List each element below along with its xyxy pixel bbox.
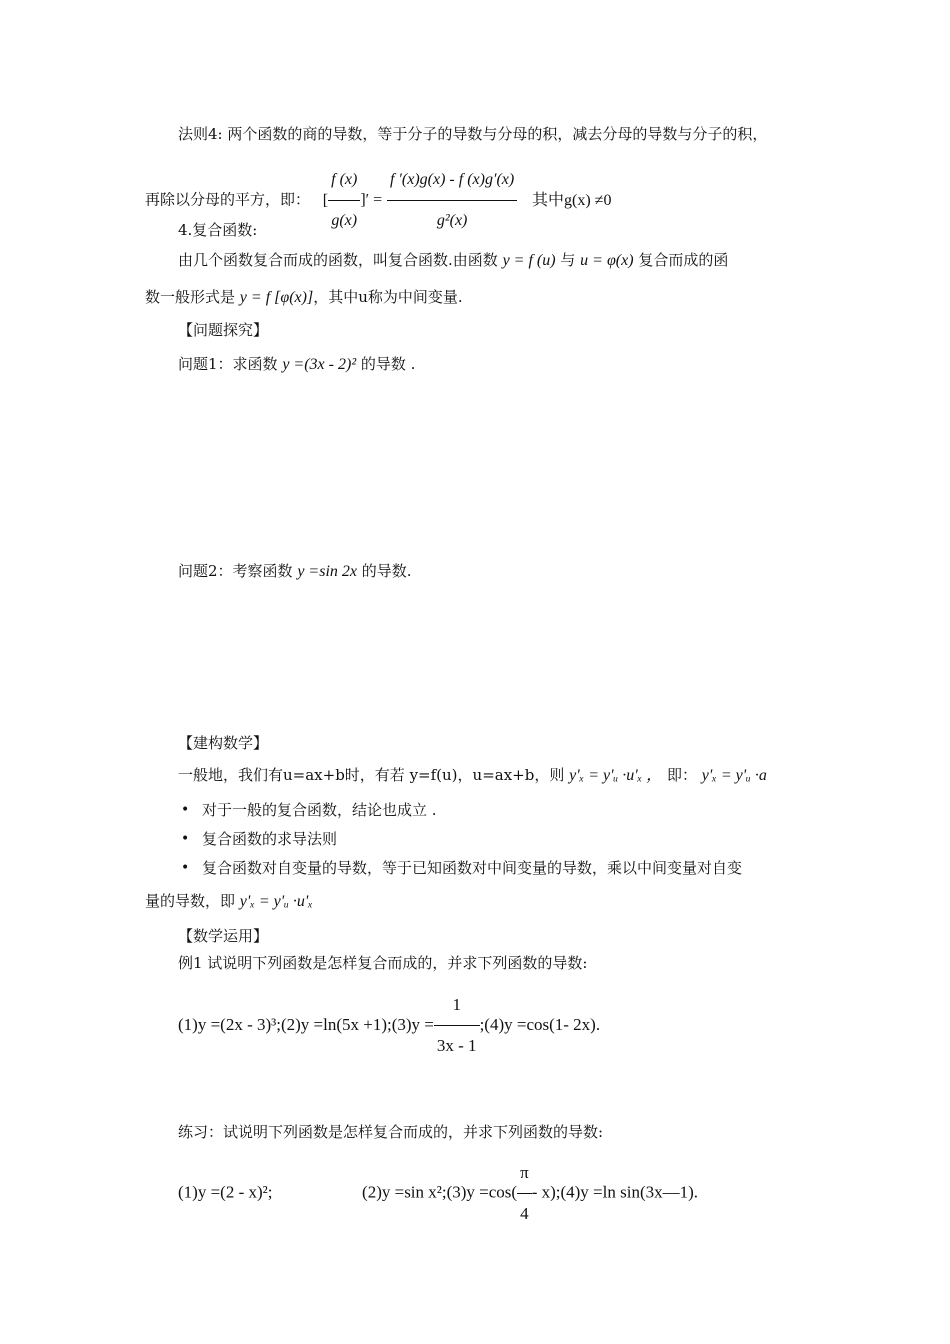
explore-heading: 【问题探究】 (178, 321, 269, 339)
example-1-formula: (1)y =(2x - 3)³;(2)y =ln(5x +1);(3)y = $\frac{1}{3x - 1}$ ;(4)y =cos(1- 2x). (178, 985, 600, 1066)
bullet-dot: • (181, 802, 190, 818)
question-1: 问题1：求函数 y =(3x - 2)² 的导数 . (178, 355, 416, 373)
rule4-condition: 其中g(x) ≠0 (532, 191, 612, 209)
practice-text: 练习：试说明下列函数是怎样复合而成的，并求下列函数的导数: (178, 1123, 604, 1141)
construct-line1: 一般地，我们有u=ax+b时，有若 y=f(u)，u=ax+b，则 y'ₓ = y'ᵤ ·u'ₓ ， 即： y'ₓ = y'ᵤ ·a (178, 766, 767, 784)
example-fraction: $\frac{1}{3x - 1}$ (434, 985, 480, 1066)
rule4-line1: 法则4: 两个函数的商的导数，等于分子的导数与分母的积，减去分母的导数与分子的积， (178, 125, 768, 143)
rule4-prefix: 再除以分母的平方，即： (145, 190, 311, 209)
practice-fraction: $\frac{\pi}{4}$ (517, 1153, 532, 1234)
composite-heading: 4.复合函数: (178, 221, 258, 239)
bullet-3: 复合函数对自变量的导数，等于已知函数对中间变量的导数，乘以中间变量对自变 (202, 859, 743, 877)
practice-formula: (1)y =(2 - x)²; (2)y =sin x²;(3)y =cos( $\frac{\pi}{4}$ - x);(4)y =ln sin(3x—1). (178, 1153, 698, 1234)
bullet-3-continued: 量的导数，即 y'ₓ = y'ᵤ ·u'ₓ (145, 892, 313, 910)
composite-formula-3: y = f [φ(x)] (239, 289, 314, 306)
question-2: 问题2：考察函数 y =sin 2x 的导数. (178, 562, 412, 580)
rule4-rhs-fraction: $\frac{f '(x)g(x) - f (x)g'(x)}{\text{g²(x)}}$ (387, 160, 517, 241)
composite-line2: 数一般形式是 y = f [φ(x)]，其中u称为中间变量. (145, 288, 463, 306)
bullet-dot: • (181, 831, 190, 847)
composite-line1: 由几个函数复合而成的函数，叫复合函数.由函数 y = f (u) 与 u = φ(x) 复合而成的函 (178, 251, 729, 269)
example-1-text: 例1 试说明下列函数是怎样复合而成的，并求下列函数的导数: (178, 954, 588, 972)
bullet-2: 复合函数的求导法则 (202, 830, 338, 848)
rule4-lhs-fraction: $\frac{f (x)}{g(x)}$ (328, 160, 360, 241)
construct-heading: 【建构数学】 (178, 734, 269, 752)
bullet-dot: • (181, 860, 190, 876)
application-heading: 【数学运用】 (178, 927, 269, 945)
composite-formula-1: y = f (u) (502, 252, 556, 269)
rule4-line2: 再除以分母的平方，即： [ $\frac{f (x)}{g(x)}$ ]′ = $\frac{f '(x)g(x) - f (x)g'(x)}{\text{g²(x)}}$ 其中g(x) ≠0 (145, 160, 611, 241)
composite-formula-2: u = φ(x) (580, 252, 634, 269)
bullet-1: 对于一般的复合函数，结论也成立 . (202, 801, 437, 819)
